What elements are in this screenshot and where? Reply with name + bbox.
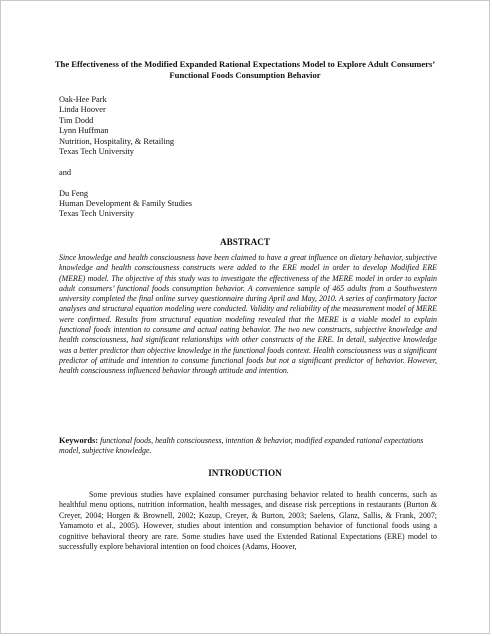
keywords xyxy=(59,436,437,457)
author-conjunction: and xyxy=(59,167,72,177)
author-department: Human Development & Family Studies xyxy=(59,199,193,209)
keywords-text: functional foods, health consciousness, intention & behavior, modified expanded rational expectations model, subjective knowledge. xyxy=(59,436,424,456)
author-name: Linda Hoover xyxy=(59,105,106,115)
author-affiliation: Texas Tech University xyxy=(59,209,134,219)
keywords-label: Keywords: xyxy=(59,436,99,445)
author-affiliation: Texas Tech University xyxy=(59,147,134,157)
author-name: Lynn Huffman xyxy=(59,126,109,136)
author-name: Oak-Hee Park xyxy=(59,95,107,104)
introduction-text: Some previous studies have explained consumer purchasing behavior related to health concerns, such as healthful menu options, nutrition information, health messages, and disease risk perceptions in restaurants (Burton & Creyer, 2004; Horgen & Brownell, 2002; Kozup, Creyer, & Burton, 2003; Saelens, Glanz, Sallis, & Frank, 2007; Yamamoto et al., 2005). However, studies about intention and consumption behavior of functional foods using a cognitive behavioral theory are rare. Some studies have used the Extended Rational Expectations (ERE) model to successfully explore behavioral intention on food choices (Adams, Hoover, xyxy=(59,490,437,552)
author-block xyxy=(59,95,192,220)
author-name: Tim Dodd xyxy=(59,115,94,125)
spacer xyxy=(59,157,192,167)
abstract-heading: ABSTRACT xyxy=(219,237,271,247)
paper-title: The Effectiveness of the Modified Expanded Rational Expectations Model to Explore Adult Consumers’ Functional Foods Consumption Behavior xyxy=(54,59,436,80)
abstract-text: Since knowledge and health consciousness have been claimed to have a great influence on dietary behavior, subjective knowledge and health consciousness constructs were added to the ERE model in order to develop Modified ERE (MERE) model. The objective of this study was to investigate the effectiveness of the MERE model in order to explain adult consumers’ functional foods consumption behavior. A convenience sample of 465 adults from a Southwestern university completed the final online survey questionnaire during April and May, 2010. A series of confirmatory factor analyses and structural equation modeling were conducted. Validity and reliability of the measurement model of MERE were confirmed. Results from structural equation modeling revealed that the MERE is a viable model to explain functional foods intention to consume and actual eating behavior. The two new constructs, subjective knowledge and health consciousness, had significant relationships with other constructs of the ERE. In detail, subjective knowledge was a better predictor than objective knowledge in the functional foods context. Health consciousness was a significant predictor of attitude and intention to consume functional foods but not a significant predictor of behavior. However, health consciousness influenced behavior through attitude and intention. xyxy=(59,253,437,376)
spacer xyxy=(59,178,192,188)
author-name: Du Feng xyxy=(59,188,89,198)
author-department: Nutrition, Hospitality, & Retailing xyxy=(59,136,175,146)
introduction-heading: INTRODUCTION xyxy=(208,468,282,478)
